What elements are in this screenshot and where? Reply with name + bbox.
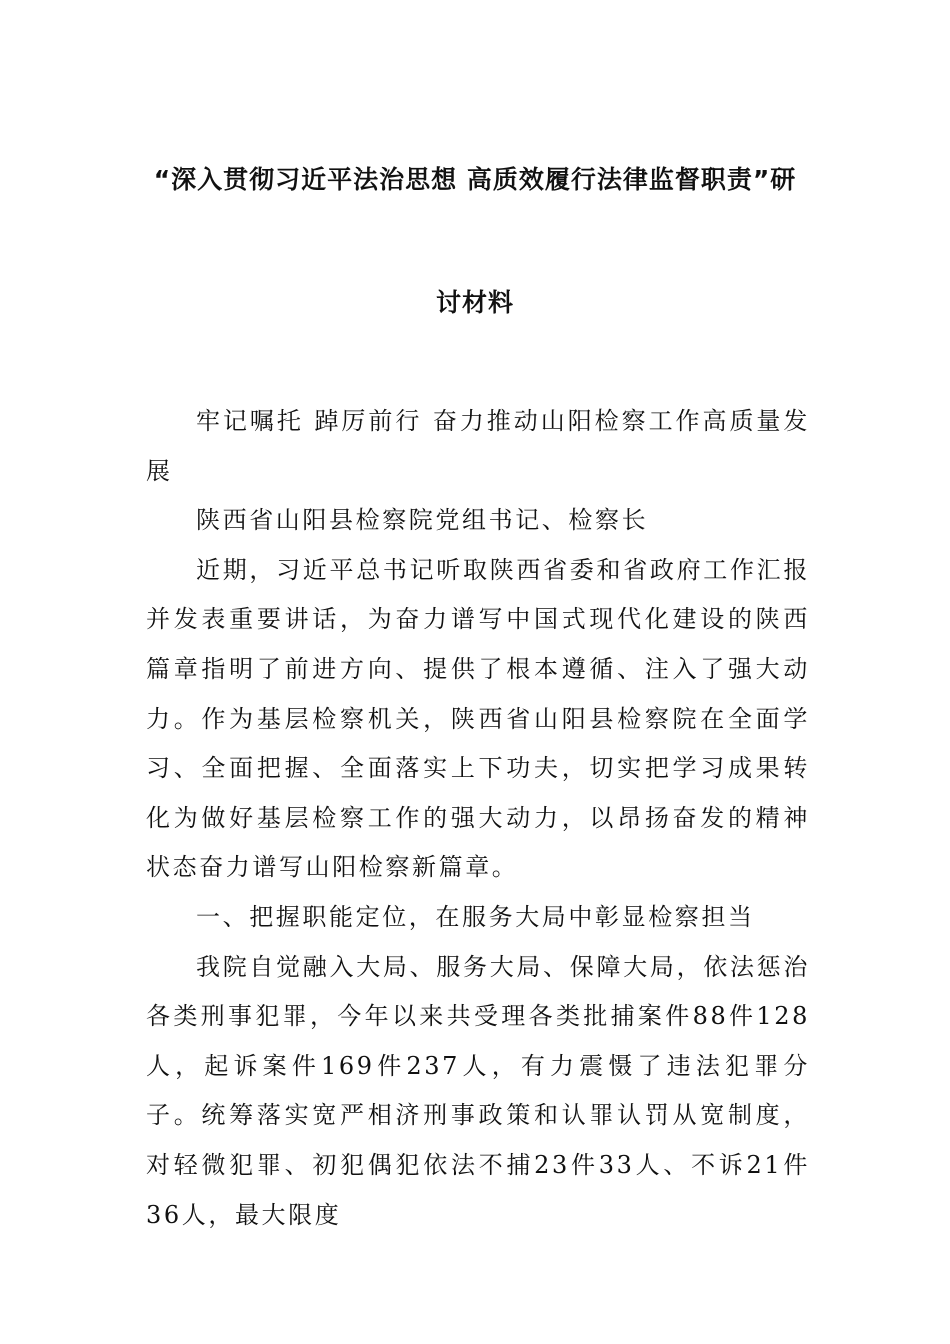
author-line: 陕西省山阳县检察院党组书记、检察长 [196, 506, 649, 535]
document-body [146, 397, 810, 1240]
article-heading: 牢记嘱托 踔厉前行 奋力推动山阳检察工作高质量发展 [146, 407, 810, 485]
body-paragraph: 近期，习近平总书记听取陕西省委和省政府工作汇报并发表重要讲话，为奋力谱写中国式现代化建设的陕西篇章指明了前进方向、提供了根本遵循、注入了强大动力。作为基层检察机关，陕西省山阳县检察院在全面学习、全面把握、全面落实上下功夫，切实把学习成果转化为做好基层检察工作的强大动力，以昂扬奋发的精神状态奋力谱写山阳检察新篇章。 [146, 555, 810, 882]
document-title-line-2: 讨材料 [435, 288, 514, 317]
document-title-line-1: “深入贯彻习近平法治思想 高质效履行法律监督职责”研 [153, 165, 797, 194]
body-paragraph: 我院自觉融入大局、服务大局、保障大局，依法惩治各类刑事犯罪，今年以来共受理各类批捕案件88件128人，起诉案件169件237人，有力震慑了违法犯罪分子。统筹落实宽严相济刑事政策和认罪认罚从宽制度，对轻微犯罪、初犯偶犯依法不捕23件33人、不诉21件36人，最大限度 [146, 952, 810, 1229]
section-heading: 一、把握职能定位，在服务大局中彰显检察担当 [196, 902, 755, 931]
